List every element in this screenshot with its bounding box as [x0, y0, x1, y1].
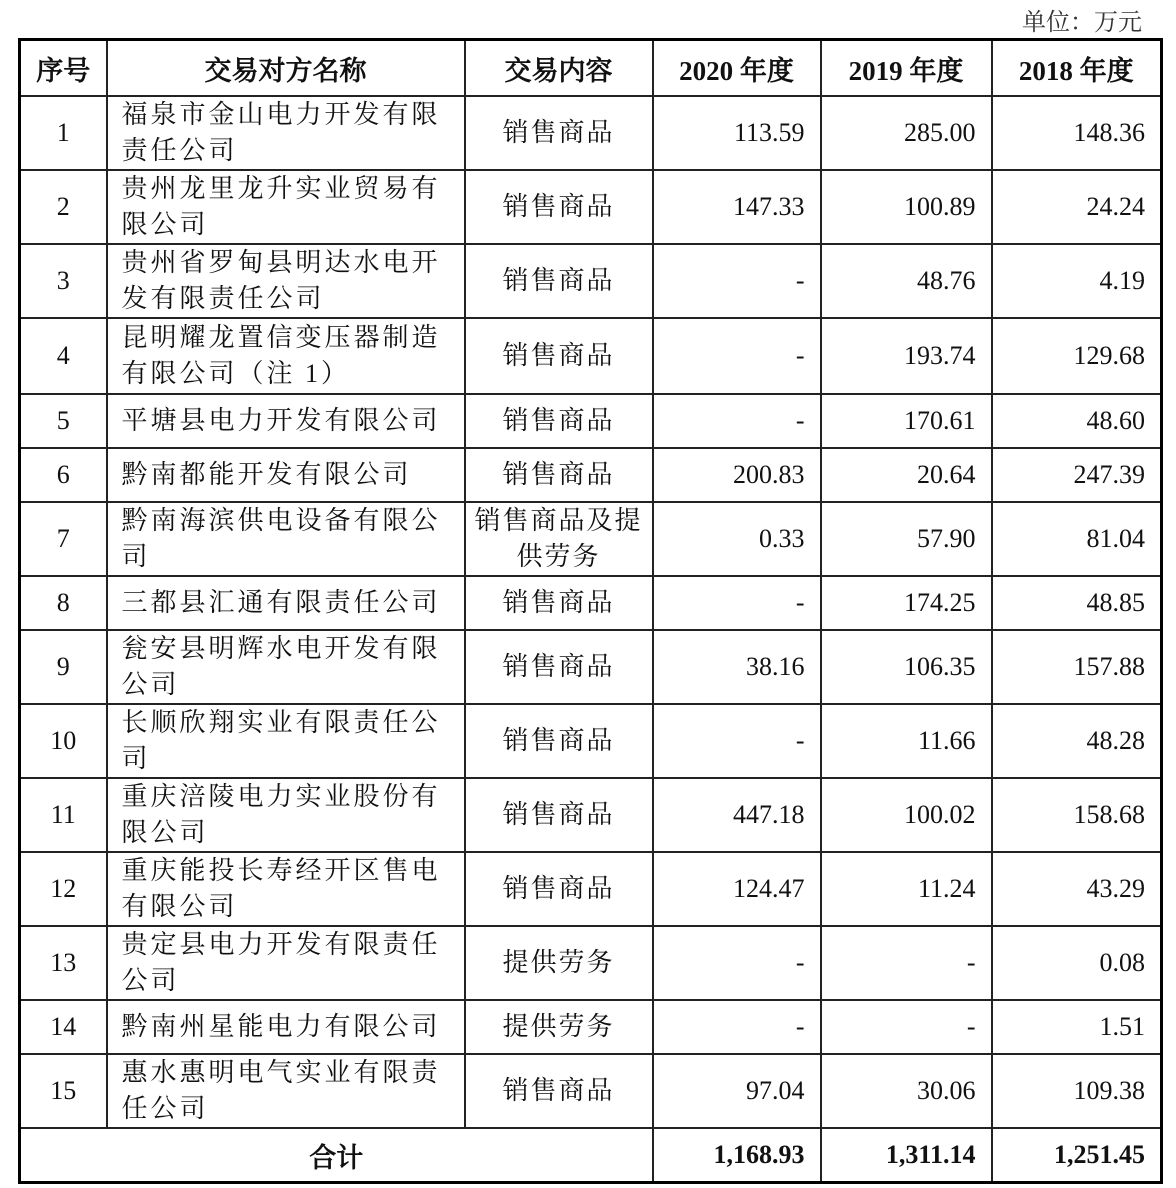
counterparty-name: 惠水惠明电气实业有限责任公司	[107, 1054, 465, 1128]
counterparty-name: 重庆能投长寿经开区售电有限公司	[107, 852, 465, 926]
row-index: 7	[20, 502, 107, 576]
header-content: 交易内容	[465, 40, 653, 97]
amount-2019: -	[821, 1000, 992, 1054]
unit-label: 单位：万元	[1022, 10, 1142, 36]
table-row	[20, 1000, 1162, 1054]
transaction-content: 销售商品	[465, 778, 653, 852]
amount-2020: -	[653, 704, 821, 778]
amount-2020: -	[653, 318, 821, 394]
row-index: 6	[20, 448, 107, 502]
row-index: 8	[20, 576, 107, 630]
header-2020: 2020 年度	[653, 40, 821, 97]
total-2019: 1,311.14	[821, 1128, 992, 1183]
row-index: 12	[20, 852, 107, 926]
row-index: 13	[20, 926, 107, 1000]
transaction-content: 提供劳务	[465, 1000, 653, 1054]
amount-2019: 48.76	[821, 244, 992, 318]
table-row	[20, 704, 1162, 778]
counterparty-name: 黔南都能开发有限公司	[107, 448, 465, 502]
counterparty-name: 三都县汇通有限责任公司	[107, 576, 465, 630]
transaction-content: 销售商品	[465, 576, 653, 630]
table-row	[20, 1054, 1162, 1128]
transaction-content: 销售商品	[465, 1054, 653, 1128]
amount-2020: 200.83	[653, 448, 821, 502]
transaction-content: 销售商品	[465, 630, 653, 704]
amount-2020: -	[653, 926, 821, 1000]
amount-2020: 38.16	[653, 630, 821, 704]
row-index: 9	[20, 630, 107, 704]
amount-2018: 158.68	[992, 778, 1162, 852]
amount-2020: 147.33	[653, 170, 821, 244]
table-row	[20, 926, 1162, 1000]
amount-2020: 124.47	[653, 852, 821, 926]
amount-2020: -	[653, 394, 821, 448]
amount-2020: 447.18	[653, 778, 821, 852]
amount-2018: 43.29	[992, 852, 1162, 926]
amount-2018: 1.51	[992, 1000, 1162, 1054]
table-row	[20, 630, 1162, 704]
header-2018: 2018 年度	[992, 40, 1162, 97]
table-row	[20, 318, 1162, 394]
counterparty-name: 贵州省罗甸县明达水电开发有限责任公司	[107, 244, 465, 318]
row-index: 5	[20, 394, 107, 448]
amount-2018: 48.28	[992, 704, 1162, 778]
table-row	[20, 170, 1162, 244]
amount-2019: 170.61	[821, 394, 992, 448]
amount-2019: 106.35	[821, 630, 992, 704]
row-index: 11	[20, 778, 107, 852]
table-row	[20, 96, 1162, 170]
table-row	[20, 852, 1162, 926]
amount-2018: 157.88	[992, 630, 1162, 704]
amount-2018: 148.36	[992, 96, 1162, 170]
amount-2019: -	[821, 926, 992, 1000]
header-row	[20, 40, 1162, 97]
transaction-content: 销售商品	[465, 394, 653, 448]
counterparty-name: 黔南海滨供电设备有限公司	[107, 502, 465, 576]
transaction-content: 销售商品	[465, 704, 653, 778]
transaction-content: 销售商品及提供劳务	[465, 502, 653, 576]
amount-2018: 24.24	[992, 170, 1162, 244]
amount-2018: 247.39	[992, 448, 1162, 502]
amount-2018: 48.60	[992, 394, 1162, 448]
amount-2019: 30.06	[821, 1054, 992, 1128]
header-2019: 2019 年度	[821, 40, 992, 97]
header-index: 序号	[20, 40, 107, 97]
transaction-content: 提供劳务	[465, 926, 653, 1000]
amount-2018: 48.85	[992, 576, 1162, 630]
amount-2019: 174.25	[821, 576, 992, 630]
total-label: 合计	[20, 1128, 653, 1183]
table-row	[20, 448, 1162, 502]
row-index: 2	[20, 170, 107, 244]
amount-2019: 100.89	[821, 170, 992, 244]
row-index: 3	[20, 244, 107, 318]
row-index: 15	[20, 1054, 107, 1128]
header-counterparty: 交易对方名称	[107, 40, 465, 97]
row-index: 14	[20, 1000, 107, 1054]
row-index: 4	[20, 318, 107, 394]
counterparty-name: 黔南州星能电力有限公司	[107, 1000, 465, 1054]
amount-2019: 285.00	[821, 96, 992, 170]
counterparty-name: 重庆涪陵电力实业股份有限公司	[107, 778, 465, 852]
amount-2020: -	[653, 244, 821, 318]
amount-2020: 0.33	[653, 502, 821, 576]
table-row	[20, 778, 1162, 852]
amount-2018: 109.38	[992, 1054, 1162, 1128]
transaction-content: 销售商品	[465, 448, 653, 502]
total-2020: 1,168.93	[653, 1128, 821, 1183]
amount-2020: -	[653, 576, 821, 630]
amount-2019: 20.64	[821, 448, 992, 502]
transaction-content: 销售商品	[465, 96, 653, 170]
table-row	[20, 394, 1162, 448]
total-row	[20, 1128, 1162, 1183]
amount-2019: 193.74	[821, 318, 992, 394]
amount-2019: 11.24	[821, 852, 992, 926]
related-transactions-table	[18, 38, 1163, 1184]
counterparty-name: 贵州龙里龙升实业贸易有限公司	[107, 170, 465, 244]
amount-2018: 81.04	[992, 502, 1162, 576]
amount-2018: 129.68	[992, 318, 1162, 394]
amount-2020: -	[653, 1000, 821, 1054]
counterparty-name: 平塘县电力开发有限公司	[107, 394, 465, 448]
transaction-content: 销售商品	[465, 170, 653, 244]
row-index: 1	[20, 96, 107, 170]
counterparty-name: 贵定县电力开发有限责任公司	[107, 926, 465, 1000]
table-row	[20, 576, 1162, 630]
transaction-content: 销售商品	[465, 318, 653, 394]
row-index: 10	[20, 704, 107, 778]
table-row	[20, 502, 1162, 576]
amount-2019: 100.02	[821, 778, 992, 852]
counterparty-name: 长顺欣翔实业有限责任公司	[107, 704, 465, 778]
counterparty-name: 福泉市金山电力开发有限责任公司	[107, 96, 465, 170]
transaction-content: 销售商品	[465, 852, 653, 926]
amount-2019: 11.66	[821, 704, 992, 778]
amount-2018: 0.08	[992, 926, 1162, 1000]
counterparty-name: 昆明耀龙置信变压器制造有限公司（注 1）	[107, 318, 465, 394]
amount-2020: 97.04	[653, 1054, 821, 1128]
table-row	[20, 244, 1162, 318]
amount-2019: 57.90	[821, 502, 992, 576]
amount-2020: 113.59	[653, 96, 821, 170]
amount-2018: 4.19	[992, 244, 1162, 318]
transaction-content: 销售商品	[465, 244, 653, 318]
total-2018: 1,251.45	[992, 1128, 1162, 1183]
counterparty-name: 瓮安县明辉水电开发有限公司	[107, 630, 465, 704]
